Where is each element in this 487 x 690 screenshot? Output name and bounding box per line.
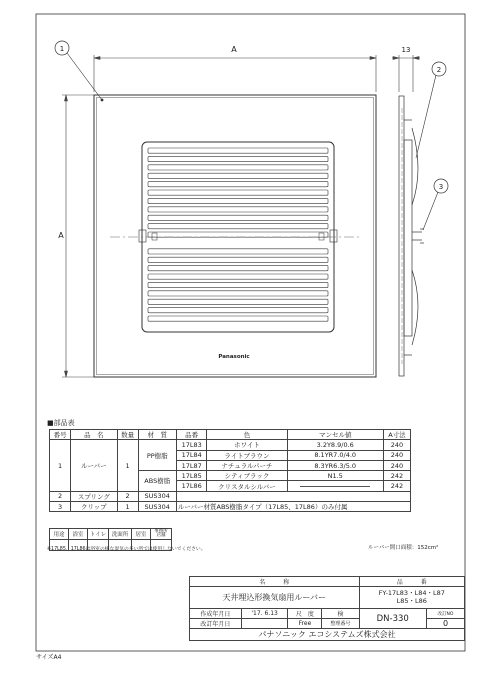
model-numbers: FY-17L83・L84・L87 L85・L86 — [359, 587, 465, 609]
variant-a-dim: 242 — [383, 471, 410, 481]
grille-slat — [148, 266, 328, 271]
table-row — [50, 502, 411, 512]
col-header-munsell: マンセル値 — [287, 430, 383, 440]
manage-label: 整理番号 — [322, 619, 359, 629]
grille-slat — [148, 207, 328, 212]
name-header: 名 称 — [190, 577, 360, 587]
dimension-left-label: A — [58, 231, 64, 240]
usage-office: 事務所 店舗 — [151, 529, 172, 540]
part-no: 3 — [50, 502, 71, 512]
svg-text:3: 3 — [438, 183, 444, 191]
usage-bath: 浴室 — [69, 529, 88, 540]
svg-text:2: 2 — [436, 66, 442, 74]
part-name: スプリング — [71, 491, 117, 501]
grille-slat — [148, 182, 328, 187]
grille-slat — [148, 173, 328, 178]
created-label: 作成年月日 — [190, 609, 242, 619]
col-header-model: 品番 — [176, 430, 207, 440]
col-header-name: 品 名 — [71, 430, 117, 440]
grille-slat — [148, 215, 328, 220]
variant-model: 17L83 — [176, 440, 207, 450]
louver-front-view — [94, 95, 376, 377]
part-qty: 1 — [117, 440, 138, 491]
variant-color: ライトブラウン — [207, 450, 287, 460]
grille-slat — [148, 316, 328, 321]
usage-washroom: 洗面所 — [109, 529, 132, 540]
variant-color: ホワイト — [207, 440, 287, 450]
dimension-left — [62, 95, 95, 377]
drawing-number: DN-330 — [359, 609, 427, 629]
grille-slat — [148, 156, 328, 161]
created-date: '17. 6.13 — [241, 609, 288, 619]
grille-slat — [148, 282, 328, 287]
part-name: クリップ — [71, 502, 117, 512]
dimension-side-label: 13 — [401, 46, 411, 54]
table-header-row — [50, 430, 411, 440]
variant-color: ナチュラルパーチ — [207, 460, 287, 470]
col-header-qty: 数量 — [117, 430, 138, 440]
col-header-color: 色 — [207, 430, 287, 440]
part-material: SUS304 — [138, 491, 176, 501]
grille-slat — [148, 257, 328, 262]
empty-cell — [176, 491, 410, 501]
balloon-1 — [55, 41, 103, 101]
grille-slat — [148, 165, 328, 170]
grille-slat — [148, 148, 328, 153]
approval-label: 検 — [322, 609, 359, 619]
part-qty: 1 — [117, 502, 138, 512]
dimension-top-label: A — [231, 45, 237, 54]
col-header-material: 材 質 — [138, 430, 176, 440]
grille-slat — [148, 291, 328, 296]
opening-area: ルーバー開口面積：152cm² — [368, 545, 439, 551]
usage-label: 用途 — [50, 529, 69, 540]
dimension-top — [94, 55, 376, 92]
variant-a-dim: 240 — [383, 440, 410, 450]
grille-slat — [148, 308, 328, 313]
rev-label: 改訂NO — [427, 609, 465, 619]
grille-slat — [148, 249, 328, 254]
grille-slats — [148, 148, 328, 321]
part-note: ルーバー材質ABS樹脂タイプ（17L85、17L86）のみ付属 — [176, 502, 410, 512]
paper-size: サイズA4 — [36, 654, 62, 661]
revised-label: 改訂年月日 — [190, 619, 242, 629]
product-name: 天井埋込形換気扇用ルーバー — [190, 587, 360, 609]
variant-model: 17L85 — [176, 471, 207, 481]
part-material: ABS樹脂 — [138, 471, 176, 492]
col-header-a-dim: A寸法 — [383, 430, 410, 440]
usage-footnote: ※17L85、17L86は浴室の様な湿気の多い所では使用しないでください。 — [47, 547, 206, 552]
part-qty: 2 — [117, 491, 138, 501]
usage-room: 居室 — [132, 529, 151, 540]
part-no: 2 — [50, 491, 71, 501]
balloon-2 — [416, 62, 446, 158]
part-material: PP樹脂 — [138, 440, 176, 471]
variant-model: 17L87 — [176, 460, 207, 470]
svg-text:1: 1 — [59, 45, 65, 53]
louver-side-view — [399, 96, 424, 376]
variant-munsell: 3.2Y8.9/0.6 — [287, 440, 383, 450]
revised-date — [241, 619, 288, 629]
table-row — [50, 491, 411, 501]
company-name: パナソニック エコシステムズ株式会社 — [190, 629, 465, 641]
model-header: 品 番 — [359, 577, 465, 587]
variant-munsell: 8.3YR6.3/5.0 — [287, 460, 383, 470]
col-header-no: 番号 — [50, 430, 71, 440]
scale-value: Free — [288, 619, 322, 629]
variant-a-dim: 240 — [383, 460, 410, 470]
rev-number: 0 — [427, 619, 465, 629]
variant-munsell — [287, 481, 383, 491]
grille-slat — [148, 224, 328, 229]
usage-toilet: トイレ — [88, 529, 109, 540]
table-row — [50, 440, 411, 450]
parts-table-title: ■部品表 — [47, 419, 75, 427]
grille-slat — [148, 232, 328, 237]
brand-logo: Panasonic — [218, 354, 250, 360]
part-material: SUS304 — [138, 502, 176, 512]
variant-munsell: 8.1YR7.0/4.0 — [287, 450, 383, 460]
grille-slat — [148, 299, 328, 304]
variant-model: 17L84 — [176, 450, 207, 460]
grille-slat — [148, 190, 328, 195]
grille-slat — [148, 274, 328, 279]
variant-model: 17L86 — [176, 481, 207, 491]
variant-a-dim: 242 — [383, 481, 410, 491]
variant-a-dim: 240 — [383, 450, 410, 460]
balloon-3 — [423, 179, 448, 230]
part-no: 1 — [50, 440, 71, 491]
variant-color: シティブラック — [207, 471, 287, 481]
part-name: ルーバー — [71, 440, 117, 491]
variant-color: クリスタルシルバー — [207, 481, 287, 491]
scale-label: 尺 度 — [288, 609, 322, 619]
grille-slat — [148, 198, 328, 203]
parts-table — [49, 429, 411, 512]
variant-munsell: N1.5 — [287, 471, 383, 481]
title-block — [189, 576, 465, 641]
dimension-side — [392, 55, 420, 92]
